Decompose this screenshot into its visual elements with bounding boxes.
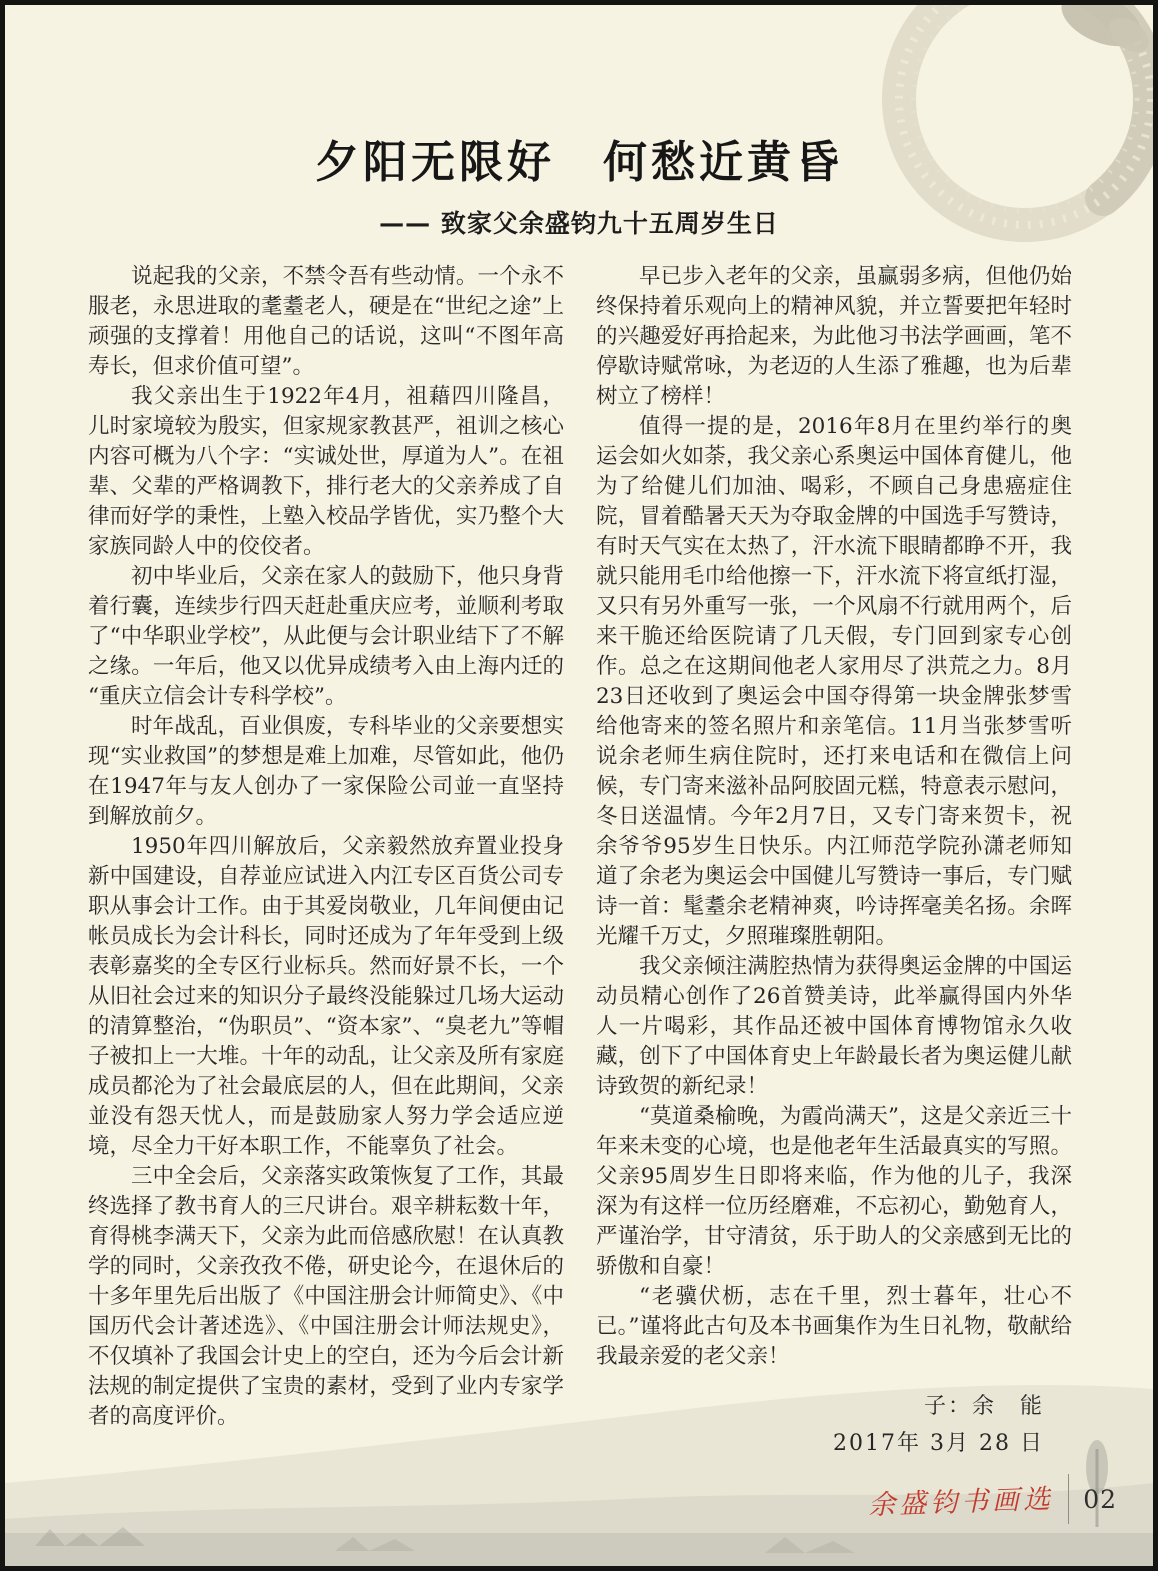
paragraph: “莫道桑榆晚，为霞尚满天”，这是父亲近三十年来未变的心境，也是他老年生活最真实的写照。父亲95周岁生日即将来临，作为他的儿子，我深深为有这样一位历经磨难，不忘初心，勤勉育人，严谨治学，甘守清贫，乐于助人的父亲感到无比的骄傲和自豪！ [596, 1103, 1072, 1279]
signature-date: 2017年 3月 28 日 [833, 1430, 1044, 1456]
right-column [596, 262, 1072, 1462]
paragraph: 初中毕业后，父亲在家人的鼓励下，他只身背着行囊，连续步行四天赶赴重庆应考，並顺利考取了“中华职业学校”，从此便与会计职业结下了不解之缘。一年后，他又以优异成绩考入由上海内迁的“重庆立信会计专科学校”。 [88, 563, 564, 709]
document-page [5, 5, 1153, 1566]
page-footer [868, 1474, 1117, 1524]
page-title: 夕阳无限好 何愁近黄昏 [315, 137, 843, 188]
paragraph: 值得一提的是，2016年8月在里约举行的奥运会如火如荼，我父亲心系奥运中国体育健儿，他为了给健儿们加油、喝彩，不顾自己身患癌症住院，冒着酷暑天天为夺取金牌的中国选手写赞诗，有时天气实在太热了，汗水流下眼睛都睁不开，我就只能用毛巾给他擦一下，汗水流下将宣纸打湿，又只有另外重写一张，一个风扇不行就用两个，后来干脆还给医院请了几天假，专门回到家专心创作。总之在这期间他老人家用尽了洪荒之力。8月23日还收到了奥运会中国夺得第一块金牌张梦雪给他寄来的签名照片和亲笔信。11月当张梦雪听说余老师生病住院时，还打来电话和在微信上问候，专门寄来滋补品阿胶固元糕，特意表示慰问，冬日送温情。今年2月7日，又专门寄来贺卡，祝余爷爷95岁生日快乐。内江师范学院孙潇老师知道了余老为奥运会中国健儿写赞诗一事后，专门赋诗一首：髦耋余老精神爽，吟诗挥毫美名扬。余晖光耀千万丈，夕照璀璨胜朝阳。 [596, 413, 1072, 949]
paragraph: 1950年四川解放后，父亲毅然放弃置业投身新中国建设，自荐並应试进入内江专区百货公司专职从事会计工作。由于其爱岗敬业，几年间便由记帐员成长为会计科长，同时还成为了年年受到上级表彰嘉奖的全专区行业标兵。然而好景不长，一个从旧社会过来的知识分子最终没能躲过几场大运动的清算整治，“伪职员”、“资本家”、“臭老九”等帽子被扣上一大堆。十年的动乱，让父亲及所有家庭成员都沦为了社会最底层的人，但在此期间，父亲並没有怨天忧人，而是鼓励家人努力学会适应逆境，尽全力干好本职工作，不能辜负了社会。 [88, 833, 564, 1159]
paragraph: 时年战乱，百业俱废，专科毕业的父亲要想实现“实业救国”的梦想是难上加难，尽管如此，他仍在1947年与友人创办了一家保险公司並一直坚持到解放前夕。 [88, 713, 564, 829]
page-number: 02 [1083, 1484, 1117, 1514]
left-column [88, 262, 564, 1462]
signature-block [596, 1388, 1072, 1462]
article-body [5, 262, 1153, 1462]
paragraph: 我父亲倾注满腔热情为获得奥运金牌的中国运动员精心创作了26首赞美诗，此举赢得国内外华人一片喝彩，其作品还被中国体育博物馆永久收藏，创下了中国体育史上年龄最长者为奥运健儿献诗致贺的新纪录！ [596, 953, 1072, 1099]
paragraph: “老骥伏枥，志在千里，烈士暮年，壮心不已。”谨将此古句及本书画集作为生日礼物，敬献给我最亲爱的老父亲！ [596, 1283, 1072, 1369]
signature-name: 子：余 能 [923, 1393, 1044, 1419]
paragraph: 说起我的父亲，不禁令吾有些动情。一个永不服老，永思进取的耄耋老人，硬是在“世纪之途”上顽强的支撑着！用他自己的话说，这叫“不图年高寿长，但求价值可望”。 [88, 263, 564, 379]
article-header [5, 5, 1153, 240]
book-title-calligraphy: 余盛钧书画选 [867, 1483, 1055, 1521]
right-column-paragraphs [596, 262, 1072, 1372]
paragraph: 早已步入老年的父亲，虽赢弱多病，但他仍始终保持着乐观向上的精神风貌，并立誓要把年轻时的兴趣爱好再拾起来，为此他习书法学画画，笔不停歇诗赋常咏，为老迈的人生添了雅趣，也为后辈树立了榜样！ [596, 263, 1072, 409]
paragraph: 三中全会后，父亲落实政策恢复了工作，其最终选择了教书育人的三尺讲台。艰辛耕耘数十年，育得桃李满天下，父亲为此而倍感欣慰！在认真教学的同时，父亲孜孜不倦，研史论今，在退休后的十多年里先后出版了《中国注册会计师简史》、《中国历代会计著述选》、《中国注册会计师法规史》，不仅填补了我国会计史上的空白，还为今后会计新法规的制定提供了宝贵的素材，受到了业内专家学者的高度评价。 [88, 1163, 564, 1429]
paragraph: 我父亲出生于1922年4月，祖藉四川隆昌，儿时家境较为殷实，但家规家教甚严，祖训之核心内容可概为八个字：“实诚处世，厚道为人”。在祖辈、父辈的严格调教下，排行老大的父亲养成了自律而好学的秉性，上塾入校品学皆优，实乃整个大家族同龄人中的佼佼者。 [88, 383, 564, 559]
page-subtitle: —— 致家父余盛钧九十五周岁生日 [379, 208, 779, 238]
footer-divider [1068, 1474, 1069, 1524]
